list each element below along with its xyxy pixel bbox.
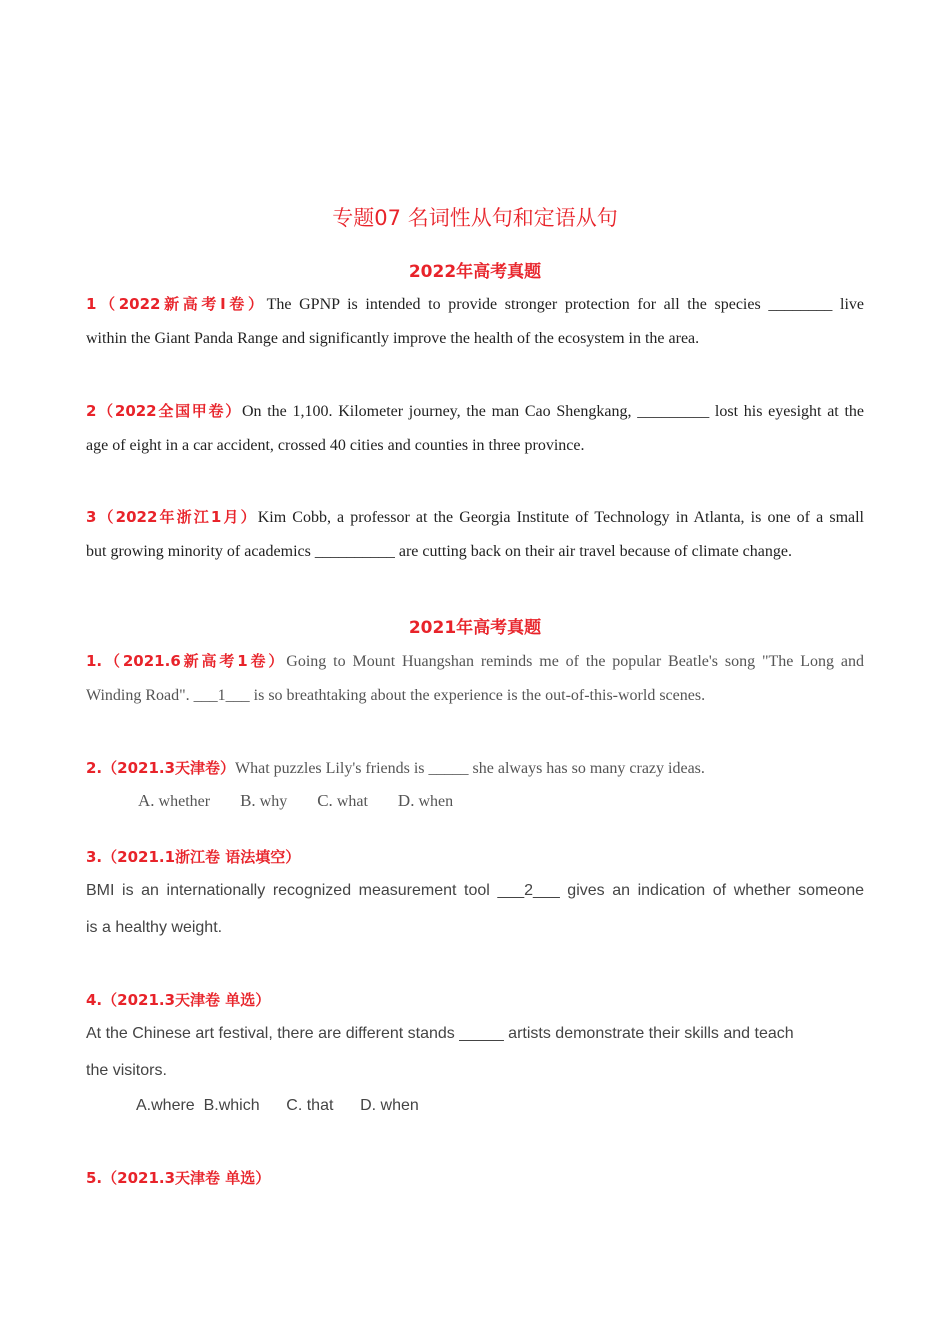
question-2021-1-line1 bbox=[86, 650, 864, 671]
option-c: C. what bbox=[317, 791, 368, 810]
question-source: 2（2022全国甲卷） bbox=[86, 402, 242, 420]
question-text: Winding Road". bbox=[86, 687, 194, 704]
question-source: 3.（2021.1浙江卷 语法填空） bbox=[86, 848, 301, 866]
question-2021-4-line1: At the Chinese art festival, there are different stands _____ artists demonstrate their skills and teach bbox=[86, 1025, 794, 1042]
question-2021-4-source bbox=[86, 989, 270, 1010]
question-source: 5.（2021.3天津卷 单选） bbox=[86, 1169, 271, 1187]
question-2021-3-line1 bbox=[86, 882, 864, 900]
answer-blank: ___2___ bbox=[497, 882, 560, 899]
question-text: Kim Cobb, a professor at the Georgia Institute of Technology in Atlanta, is one of a small bbox=[257, 509, 865, 526]
options-row bbox=[138, 791, 479, 811]
question-2021-4-line2: the visitors. bbox=[86, 1062, 167, 1079]
question-source: 1（2022新高考I卷） bbox=[86, 295, 267, 313]
question-text: What puzzles Lily's friends is _____ she always has so many crazy ideas. bbox=[235, 760, 705, 777]
question-source: 2.（2021.3天津卷） bbox=[86, 759, 236, 777]
question-text: The GPNP is intended to provide stronger protection for all the species ________ live bbox=[266, 296, 864, 313]
question-2022-2-line2: age of eight in a car accident, crossed 40 cities and counties in three province. bbox=[86, 437, 585, 454]
question-source: 3（2022年浙江1月） bbox=[86, 508, 258, 526]
options-row: A.where B.which C. that D. when bbox=[136, 1097, 419, 1114]
question-text: BMI is an internationally recognized measurement tool bbox=[86, 882, 498, 899]
question-2022-2-line1 bbox=[86, 400, 864, 421]
question-text: is so breathtaking about the experience is the out-of-this-world scenes. bbox=[249, 687, 706, 704]
page-title: 专题07 名词性从句和定语从句 bbox=[332, 206, 618, 230]
question-2022-3-line2: but growing minority of academics __________ are cutting back on their air travel because of climate change. bbox=[86, 543, 792, 560]
question-2022-3-line1 bbox=[86, 506, 864, 527]
question-2021-3-line2: is a healthy weight. bbox=[86, 919, 223, 936]
question-source: 4.（2021.3天津卷 单选） bbox=[86, 991, 271, 1009]
question-2021-2 bbox=[86, 757, 705, 778]
answer-blank: ___1___ bbox=[193, 687, 250, 704]
question-2021-5-source bbox=[86, 1167, 270, 1188]
question-text: gives an indication of whether someone bbox=[559, 882, 865, 899]
section-heading-2021: 2021年高考真题 bbox=[408, 618, 542, 638]
section-heading-2022: 2022年高考真题 bbox=[408, 262, 542, 282]
question-text: Going to Mount Huangshan reminds me of the popular Beatle's song "The Long and bbox=[286, 653, 864, 670]
question-source: 1.（2021.6新高考1卷） bbox=[86, 652, 287, 670]
question-text: On the 1,100. Kilometer journey, the man Cao Shengkang, _________ lost his eyesight at the bbox=[241, 403, 865, 420]
option-d: D. when bbox=[397, 791, 454, 810]
question-2022-1-line1 bbox=[86, 293, 864, 314]
question-2021-1-line2 bbox=[86, 687, 705, 705]
question-2021-3-source bbox=[86, 846, 300, 867]
question-2022-1-line2: within the Giant Panda Range and significantly improve the health of the ecosystem in the area. bbox=[86, 330, 700, 347]
option-a: A. whether bbox=[138, 791, 211, 810]
option-b: B. why bbox=[240, 791, 288, 810]
